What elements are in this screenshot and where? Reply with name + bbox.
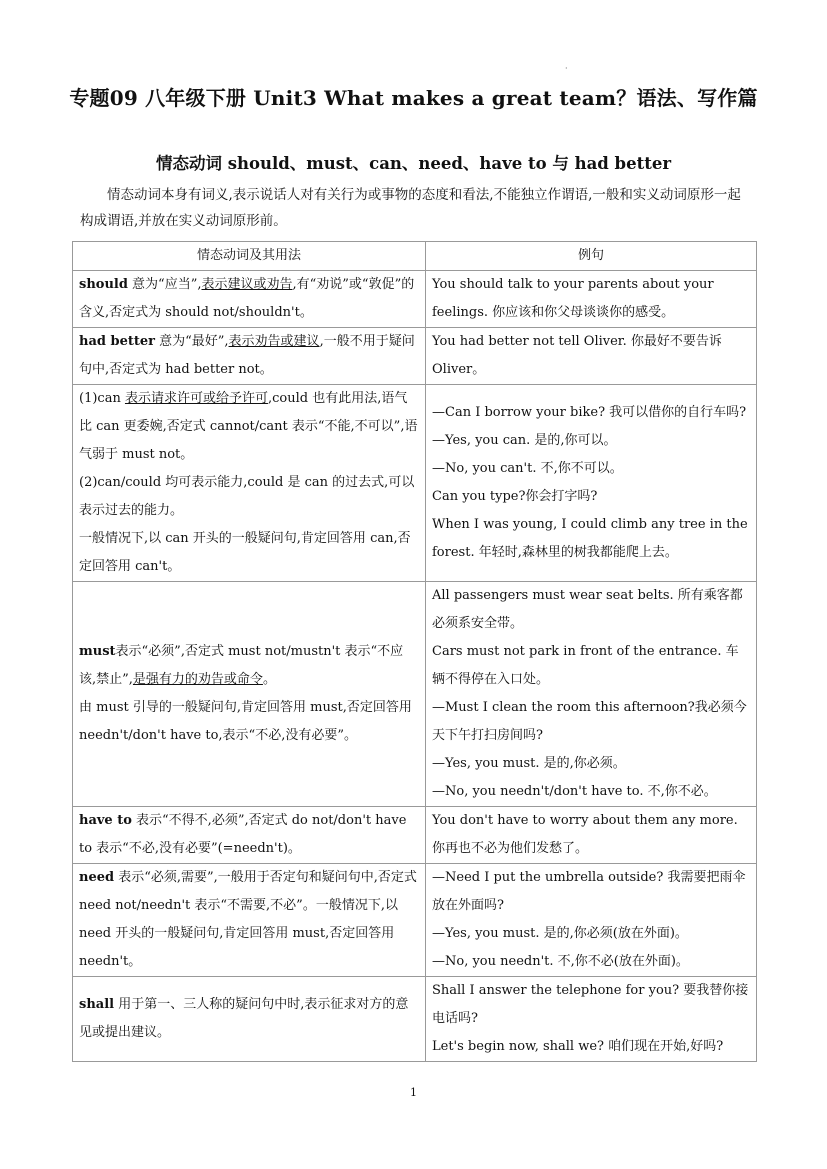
examples-cell — [426, 977, 757, 1062]
usage-emphasis: 表示建议或劝告 — [201, 277, 293, 292]
header-examples: 例句 — [426, 242, 757, 271]
example-sentence: Let's begin now, shall we? 咱们现在开始,好吗? — [432, 1039, 724, 1054]
usage-emphasis: 表示劝告或建议 — [228, 334, 320, 349]
usage-cell — [73, 807, 426, 864]
usage-paragraph — [79, 525, 419, 581]
example-sentence: When I was young, I could climb any tree in the forest. 年轻时,森林里的树我都能爬上去。 — [432, 517, 748, 560]
usage-paragraph — [79, 638, 419, 694]
example-sentence: You should talk to your parents about your feelings. 你应该和你父母谈谈你的感受。 — [432, 277, 714, 320]
usage-text: 表示“必须”,否定式 must not/mustn't 表示“不应该,禁止”, — [79, 644, 404, 687]
usage-text: (2)can/could 均可表示能力,could 是 can 的过去式,可以表示过去的能力。 — [79, 475, 415, 518]
usage-text: ,一般不用于疑问句中,否定式为 had better not。 — [79, 334, 415, 377]
grammar-table — [72, 241, 757, 1062]
usage-text: 由 must 引导的一般疑问句,肯定回答用 must,否定回答用 needn't/don't have to,表示“不必,没有必要”。 — [79, 700, 412, 743]
usage-text: 用于第一、三人称的疑问句中时,表示征求对方的意见或提出建议。 — [79, 997, 409, 1040]
table-row — [73, 864, 757, 977]
usage-text: 意为“最好”, — [154, 334, 229, 349]
page-title: 专题09 八年级下册 Unit3 What makes a great team？语法、写作篇 — [69, 86, 758, 110]
usage-keyword: must — [79, 644, 116, 659]
example-sentence: —Need I put the umbrella outside? 我需要把雨伞放在外面吗? — [432, 870, 746, 913]
usage-text: 。 — [262, 672, 276, 687]
usage-cell — [73, 864, 426, 977]
example-sentence: —Yes, you can. 是的,你可以。 — [432, 433, 617, 448]
table-row — [73, 328, 757, 385]
examples-cell — [426, 328, 757, 385]
intro-paragraph: 情态动词本身有词义,表示说话人对有关行为或事物的态度和看法,不能独立作谓语,一般和实义动词原形一起构成谓语,并放在实义动词原形前。 — [80, 187, 741, 229]
table-row — [73, 807, 757, 864]
usage-text: ,could 也有此用法,语气比 can 更委婉,否定式 cannot/cant 表示“不能,不可以”,语气弱于 must not。 — [79, 391, 418, 462]
example-sentence: —No, you needn't/don't have to. 不,你不必。 — [432, 784, 717, 799]
example-sentence: —Must I clean the room this afternoon?我必须今天下午打扫房间吗? — [432, 700, 747, 743]
example-sentence: You don't have to worry about them any more. 你再也不必为他们发愁了。 — [432, 813, 738, 856]
table-row — [73, 385, 757, 582]
page-number: 1 — [410, 1086, 417, 1099]
usage-cell — [73, 582, 426, 807]
usage-keyword: have to — [79, 813, 132, 828]
usage-cell — [73, 328, 426, 385]
examples-cell — [426, 864, 757, 977]
example-sentence: You had better not tell Oliver. 你最好不要告诉 Oliver。 — [432, 334, 722, 377]
section-subtitle: 情态动词 should、must、can、need、have to 与 had better — [155, 154, 672, 173]
usage-paragraph — [79, 807, 419, 863]
usage-paragraph — [79, 991, 419, 1047]
usage-paragraph — [79, 271, 419, 327]
usage-paragraph — [79, 328, 419, 384]
example-sentence: Cars must not park in front of the entrance. 车辆不得停在入口处。 — [432, 644, 739, 687]
example-sentence: —Can I borrow your bike? 我可以借你的自行车吗? — [432, 405, 747, 420]
example-sentence: Shall I answer the telephone for you? 要我替你接电话吗? — [432, 983, 749, 1026]
usage-text: ,有“劝说”或“敦促”的含义,否定式为 should not/shouldn't。 — [79, 277, 415, 320]
usage-paragraph — [79, 469, 419, 525]
header-usage: 情态动词及其用法 — [73, 242, 426, 271]
usage-text: (1)can — [79, 391, 125, 406]
example-sentence: All passengers must wear seat belts. 所有乘客都必须系安全带。 — [432, 588, 743, 631]
usage-text: 表示“必须,需要”,一般用于否定句和疑问句中,否定式 need not/needn't 表示“不需要,不必”。一般情况下,以 need 开头的一般疑问句,肯定回答用 must,否定回答用 needn't。 — [79, 870, 417, 969]
table-body — [73, 271, 757, 1062]
usage-keyword: shall — [79, 997, 115, 1012]
table-header-row — [73, 242, 757, 271]
usage-text: 表示“不得不,必须”,否定式 do not/don't have to 表示“不必,没有必要”(=needn't)。 — [79, 813, 407, 856]
example-sentence: Can you type?你会打字吗? — [432, 489, 598, 504]
usage-text: 意为“应当”, — [127, 277, 202, 292]
usage-cell — [73, 385, 426, 582]
usage-paragraph — [79, 864, 419, 976]
usage-cell — [73, 977, 426, 1062]
header-dot: · — [565, 64, 568, 73]
usage-text: 一般情况下,以 can 开头的一般疑问句,肯定回答用 can,否定回答用 can't。 — [79, 531, 411, 574]
usage-paragraph — [79, 385, 419, 469]
example-sentence: —No, you can't. 不,你不可以。 — [432, 461, 623, 476]
usage-cell — [73, 271, 426, 328]
usage-keyword: had better — [79, 334, 155, 349]
usage-keyword: need — [79, 870, 115, 885]
example-sentence: —Yes, you must. 是的,你必须。 — [432, 756, 626, 771]
usage-emphasis: 是强有力的劝告或命令 — [132, 672, 263, 687]
examples-cell — [426, 385, 757, 582]
example-sentence: —No, you needn't. 不,你不必(放在外面)。 — [432, 954, 689, 969]
table-row — [73, 271, 757, 328]
usage-emphasis: 表示请求许可或给予许可 — [124, 391, 268, 406]
examples-cell — [426, 271, 757, 328]
table-row — [73, 582, 757, 807]
table-row — [73, 977, 757, 1062]
example-sentence: —Yes, you must. 是的,你必须(放在外面)。 — [432, 926, 688, 941]
examples-cell — [426, 807, 757, 864]
usage-paragraph — [79, 694, 419, 750]
usage-keyword: should — [79, 277, 128, 292]
examples-cell — [426, 582, 757, 807]
